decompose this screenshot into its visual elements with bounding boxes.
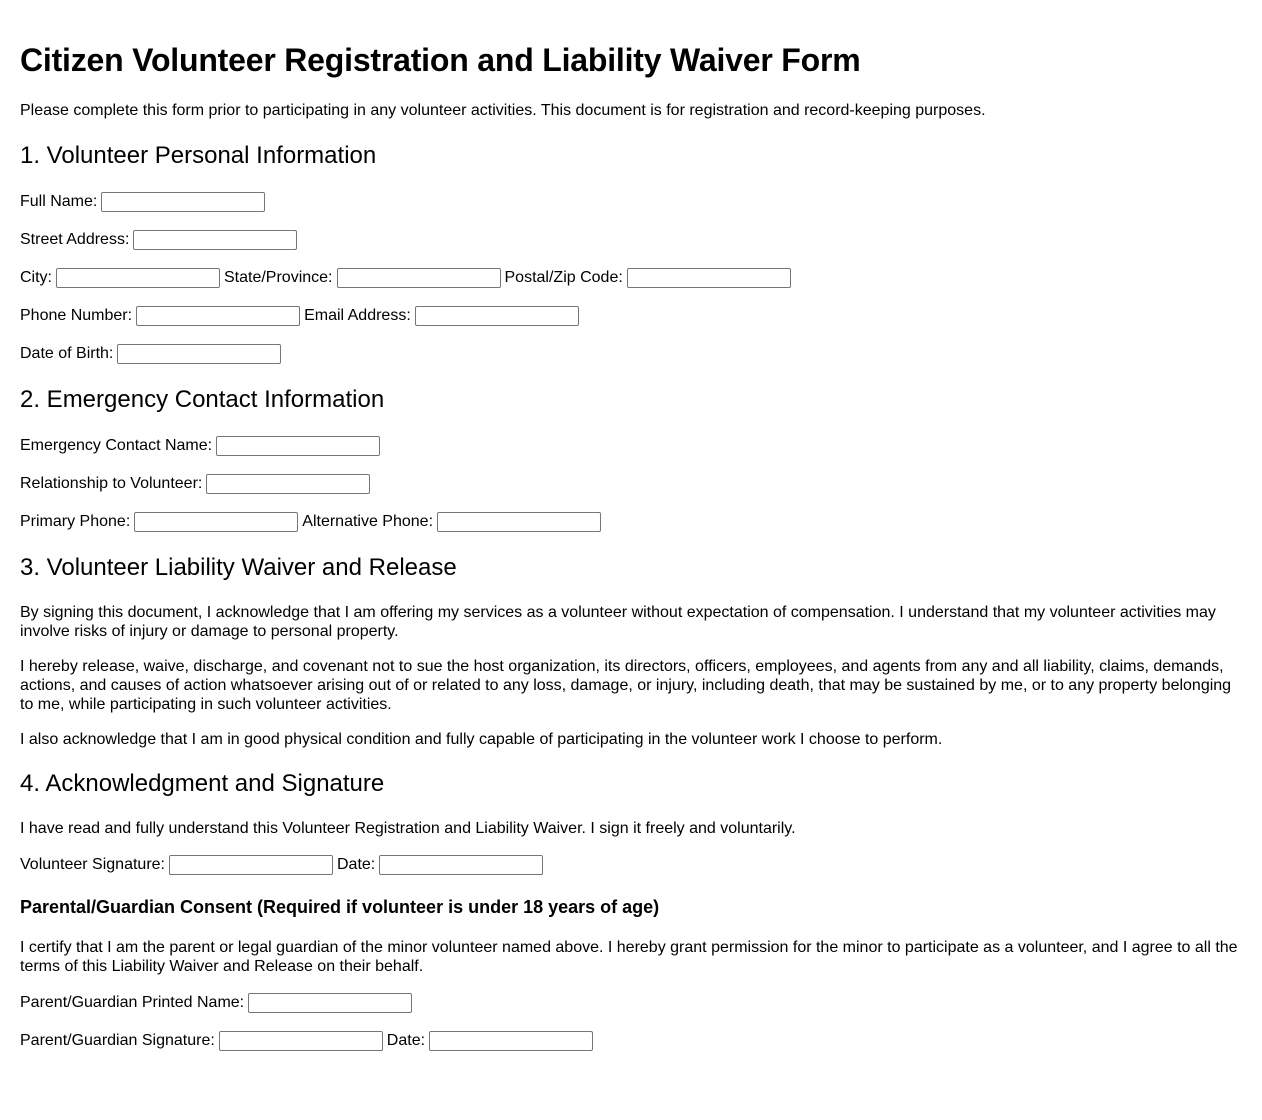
city-input[interactable] — [56, 268, 220, 288]
volunteer-signature-label: Volunteer Signature: — [20, 856, 165, 873]
full-name-row — [20, 191, 1242, 213]
guardian-signature-row — [20, 1030, 1242, 1052]
dob-label: Date of Birth: — [20, 345, 114, 362]
guardian-consent-heading: Parental/Guardian Consent (Required if volunteer is under 18 years of age) — [20, 897, 660, 917]
guardian-name-input[interactable] — [248, 993, 412, 1013]
page-title: Citizen Volunteer Registration and Liability Waiver Form — [20, 42, 861, 78]
phone-email-row — [20, 305, 1242, 327]
full-name-label: Full Name: — [20, 193, 98, 210]
section-waiver-heading: 3. Volunteer Liability Waiver and Release — [20, 554, 457, 581]
city-label: City: — [20, 269, 52, 286]
state-input[interactable] — [337, 268, 501, 288]
state-label: State/Province: — [224, 269, 333, 286]
phone-input[interactable] — [136, 306, 300, 326]
guardian-name-row — [20, 992, 1242, 1014]
postal-input[interactable] — [627, 268, 791, 288]
contact-phones-row — [20, 511, 1242, 533]
volunteer-signature-row — [20, 854, 1242, 876]
primary-phone-label: Primary Phone: — [20, 513, 131, 530]
waiver-paragraph: I hereby release, waive, discharge, and covenant not to sue the host organization, its directors, officers, employees, and agents from any and all liability, claims, demands, actions, and causes of action whatsoever arising out of or related to any loss, damage, or injury, including death, that may be sustained by me, or to any property belonging to me, while participating in such volunteer activities. — [20, 658, 1232, 713]
section-emergency-contact-heading: 2. Emergency Contact Information — [20, 386, 385, 413]
guardian-statement: I certify that I am the parent or legal guardian of the minor volunteer named above. I hereby grant permission for the minor to participate as a volunteer, and I agree to all the terms of this Liability Waiver and Release on their behalf. — [20, 939, 1238, 975]
street-address-label: Street Address: — [20, 231, 130, 248]
section-personal-info-heading: 1. Volunteer Personal Information — [20, 142, 377, 169]
street-address-row — [20, 229, 1242, 251]
relationship-label: Relationship to Volunteer: — [20, 475, 203, 492]
alt-phone-input[interactable] — [437, 512, 601, 532]
guardian-signature-input[interactable] — [219, 1031, 383, 1051]
contact-name-label: Emergency Contact Name: — [20, 437, 213, 454]
postal-label: Postal/Zip Code: — [504, 269, 623, 286]
volunteer-date-label: Date: — [337, 856, 376, 873]
phone-label: Phone Number: — [20, 307, 133, 324]
dob-row — [20, 343, 1242, 365]
intro-text: Please complete this form prior to participating in any volunteer activities. This document is for registration and record-keeping purposes. — [20, 102, 986, 119]
acknowledgment-statement: I have read and fully understand this Volunteer Registration and Liability Waiver. I sign it freely and voluntarily. — [20, 820, 796, 837]
guardian-name-label: Parent/Guardian Printed Name: — [20, 994, 245, 1011]
section-acknowledgment-heading: 4. Acknowledgment and Signature — [20, 770, 385, 797]
full-name-input[interactable] — [101, 192, 265, 212]
relationship-row — [20, 473, 1242, 495]
waiver-paragraph: By signing this document, I acknowledge that I am offering my services as a volunteer without expectation of compensation. I understand that my volunteer activities may involve risks of injury or damage to personal property. — [20, 604, 1216, 640]
waiver-paragraph: I also acknowledge that I am in good physical condition and fully capable of participating in the volunteer work I choose to perform. — [20, 731, 943, 748]
city-state-postal-row — [20, 267, 1242, 289]
guardian-date-label: Date: — [386, 1032, 426, 1049]
contact-name-input[interactable] — [216, 436, 380, 456]
guardian-date-input[interactable] — [429, 1031, 593, 1051]
dob-input[interactable] — [117, 344, 281, 364]
relationship-input[interactable] — [206, 474, 370, 494]
contact-name-row — [20, 435, 1242, 457]
volunteer-signature-input[interactable] — [169, 855, 333, 875]
volunteer-date-input[interactable] — [379, 855, 543, 875]
email-input[interactable] — [415, 306, 579, 326]
guardian-signature-label: Parent/Guardian Signature: — [20, 1032, 215, 1049]
primary-phone-input[interactable] — [134, 512, 298, 532]
street-address-input[interactable] — [133, 230, 297, 250]
alt-phone-label: Alternative Phone: — [302, 513, 434, 530]
email-label: Email Address: — [304, 307, 411, 324]
